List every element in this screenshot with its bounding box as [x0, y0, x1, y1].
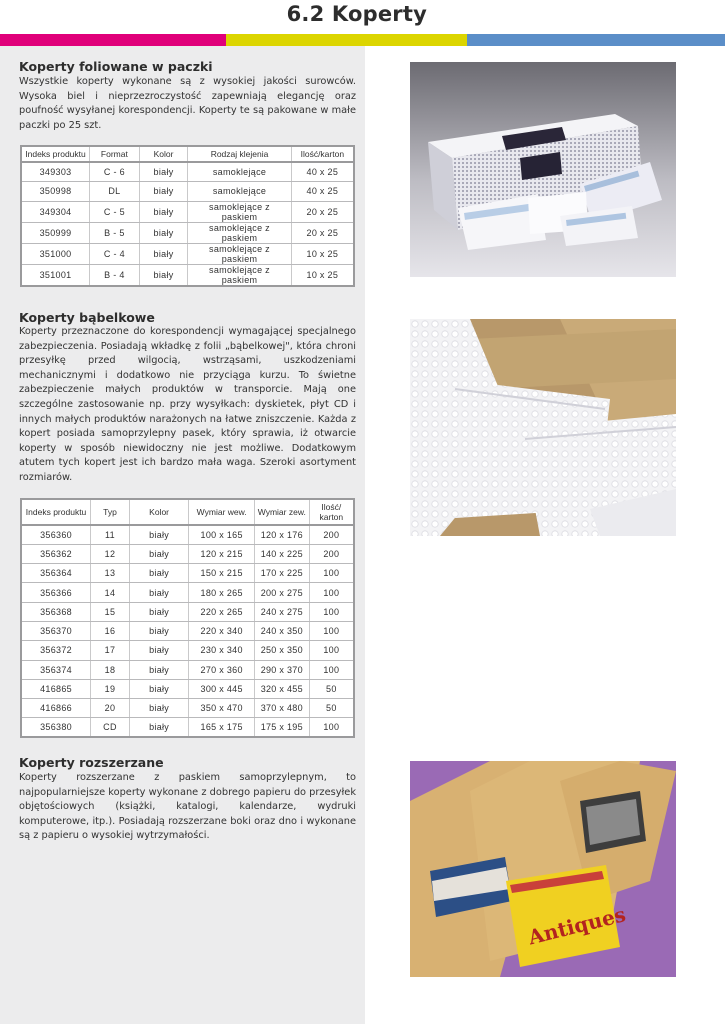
table-cell: 356368 — [21, 602, 91, 621]
table-cell: 356374 — [21, 660, 91, 679]
table-cell: 40 x 25 — [291, 182, 354, 202]
table-cell: 100 — [309, 621, 354, 640]
table-row — [21, 660, 354, 679]
table-cell: 351000 — [21, 243, 90, 264]
table-cell: 200 — [309, 544, 354, 563]
table-row — [21, 222, 354, 243]
table-cell: 350999 — [21, 222, 90, 243]
table-row — [21, 162, 354, 182]
table-cell: 200 x 275 — [254, 583, 309, 602]
table-cell: 100 x 165 — [189, 525, 255, 544]
table-cell: 13 — [91, 564, 130, 583]
table-cell: 300 x 445 — [189, 679, 255, 698]
table-cell: 16 — [91, 621, 130, 640]
table-row — [21, 583, 354, 602]
table-cell: 11 — [91, 525, 130, 544]
table-cell: 18 — [91, 660, 130, 679]
table-cell: 100 — [309, 660, 354, 679]
table-header-cell: Wymiar zew. — [254, 499, 309, 525]
table-cell: 416865 — [21, 679, 91, 698]
table-cell: biały — [129, 718, 189, 737]
table-cell: samoklejące z paskiem — [188, 201, 291, 222]
photo-foil-envelopes-box — [410, 62, 676, 277]
table-cell: biały — [129, 564, 189, 583]
table-cell: biały — [139, 201, 188, 222]
table-cell: 356380 — [21, 718, 91, 737]
table-cell: 351001 — [21, 264, 90, 286]
table-cell: 15 — [91, 602, 130, 621]
table-cell: biały — [129, 525, 189, 544]
table-header-cell: Wymiar wew. — [189, 499, 255, 525]
table-cell: 40 x 25 — [291, 162, 354, 182]
section-text-foil-envelopes: Wszystkie koperty wykonane są z wysokiej jakości surowców. Wysoka biel i nieprzezroczystość zapewniają elegancję oraz poufność wysyłanej korespondencji. Koperty te są pakowane w małe paczki po 25 szt. — [19, 76, 356, 131]
table-cell: biały — [129, 602, 189, 621]
table-cell: 50 — [309, 699, 354, 718]
header-stripe-magenta — [0, 34, 226, 46]
table-cell: samoklejące z paskiem — [188, 222, 291, 243]
table-cell: biały — [129, 660, 189, 679]
table-cell: C - 6 — [90, 162, 140, 182]
header-stripe-yellow — [226, 34, 467, 46]
table-cell: 180 x 265 — [189, 583, 255, 602]
table-cell: 350998 — [21, 182, 90, 202]
section-title-expanding-envelopes: Koperty rozszerzane — [19, 755, 164, 770]
table-cell: 320 x 455 — [254, 679, 309, 698]
table-header-cell: Typ — [91, 499, 130, 525]
table-row — [21, 679, 354, 698]
table-cell: 356364 — [21, 564, 91, 583]
table-cell: 240 x 350 — [254, 621, 309, 640]
table-cell: 20 x 25 — [291, 222, 354, 243]
table-cell: samoklejące — [188, 182, 291, 202]
page-title: 6.2 Koperty — [286, 2, 427, 26]
table-cell: B - 4 — [90, 264, 140, 286]
table-cell: 120 x 215 — [189, 544, 255, 563]
table-cell: biały — [139, 264, 188, 286]
photo-bubble-envelopes — [410, 319, 676, 536]
table-row — [21, 641, 354, 660]
table-header-cell: Kolor — [139, 146, 188, 162]
table-cell: biały — [129, 641, 189, 660]
table-row — [21, 602, 354, 621]
table-cell: 356360 — [21, 525, 91, 544]
table-cell: B - 5 — [90, 222, 140, 243]
table-cell: 250 x 350 — [254, 641, 309, 660]
table-cell: biały — [129, 583, 189, 602]
table-header-row — [21, 146, 354, 162]
table-cell: 20 — [91, 699, 130, 718]
table-cell: 140 x 225 — [254, 544, 309, 563]
table-cell: C - 4 — [90, 243, 140, 264]
table-cell: 220 x 340 — [189, 621, 255, 640]
table-cell: biały — [129, 544, 189, 563]
table-cell: biały — [129, 699, 189, 718]
table-cell: 356370 — [21, 621, 91, 640]
table-cell: CD — [91, 718, 130, 737]
table-row — [21, 544, 354, 563]
table-cell: biały — [139, 162, 188, 182]
table-cell: 100 — [309, 718, 354, 737]
table-cell: 100 — [309, 564, 354, 583]
table-header-cell: Kolor — [129, 499, 189, 525]
table-bubble-envelopes — [20, 498, 355, 738]
photo-expanding-envelopes — [410, 761, 676, 977]
table-cell: 220 x 265 — [189, 602, 255, 621]
table-cell: 17 — [91, 641, 130, 660]
table-row — [21, 182, 354, 202]
table-header-cell: Ilość/karton — [291, 146, 354, 162]
table-cell: 14 — [91, 583, 130, 602]
table-header-row — [21, 499, 354, 525]
table-row — [21, 621, 354, 640]
table-header-cell: Indeks produktu — [21, 499, 91, 525]
table-cell: 349304 — [21, 201, 90, 222]
table-cell: 175 x 195 — [254, 718, 309, 737]
table-cell: 10 x 25 — [291, 243, 354, 264]
table-cell: 19 — [91, 679, 130, 698]
table-header-cell: Format — [90, 146, 140, 162]
table-cell: 350 x 470 — [189, 699, 255, 718]
table-cell: 416866 — [21, 699, 91, 718]
table-cell: samoklejące z paskiem — [188, 243, 291, 264]
table-header-cell: Rodzaj klejenia — [188, 146, 291, 162]
table-cell: 356362 — [21, 544, 91, 563]
table-cell: 165 x 175 — [189, 718, 255, 737]
table-cell: 50 — [309, 679, 354, 698]
photo-book-text: Antiques — [525, 902, 629, 950]
table-cell: 370 x 480 — [254, 699, 309, 718]
table-row — [21, 243, 354, 264]
table-cell: samoklejące — [188, 162, 291, 182]
table-row — [21, 564, 354, 583]
table-cell: 100 — [309, 641, 354, 660]
table-cell: biały — [139, 182, 188, 202]
table-cell: 200 — [309, 525, 354, 544]
table-row — [21, 264, 354, 286]
table-row — [21, 201, 354, 222]
table-cell: 349303 — [21, 162, 90, 182]
table-foil-envelopes — [20, 145, 355, 287]
table-cell: 12 — [91, 544, 130, 563]
table-cell: 120 x 176 — [254, 525, 309, 544]
table-cell: 100 — [309, 583, 354, 602]
table-cell: biały — [139, 222, 188, 243]
table-cell: 270 x 360 — [189, 660, 255, 679]
table-cell: 230 x 340 — [189, 641, 255, 660]
table-row — [21, 525, 354, 544]
table-header-cell: Ilość/ karton — [309, 499, 354, 525]
table-cell: 170 x 225 — [254, 564, 309, 583]
table-header-cell: Indeks produktu — [21, 146, 90, 162]
table-cell: 356372 — [21, 641, 91, 660]
header-stripe-blue — [467, 34, 725, 46]
table-row — [21, 718, 354, 737]
table-cell: 100 — [309, 602, 354, 621]
table-row — [21, 699, 354, 718]
table-cell: 150 x 215 — [189, 564, 255, 583]
table-cell: biały — [139, 243, 188, 264]
section-title-foil-envelopes: Koperty foliowane w paczki — [19, 59, 213, 74]
table-cell: 20 x 25 — [291, 201, 354, 222]
table-cell: biały — [129, 679, 189, 698]
section-text-bubble-envelopes: Koperty przeznaczone do korespondencji wymagającej specjalnego zabezpieczenia. Posiadają wkładkę z folii „bąbelkowej", która chroni przesyłkę przed wilgocią, wstrząsami, uszkodzeniami mechanicznymi i dodatkowo nie przyciąga kurzu. To świetne zabezpieczenie małych produktów w transporcie. Mają one szczególne zastosowanie np. przy wysyłkach: dyskietek, płyt CD i innych małych produktów narażonych na łatwe zniszczenie. Każda z kopert posiada samoprzylepny pasek, który sprawia, iż otwarcie koperty w sposób niewidoczny nie jest możliwe. Dodatkowym atutem tych kopert jest ich bardzo mała waga. Szeroki asortyment rozmiarów. — [19, 326, 356, 483]
section-text-expanding-envelopes: Koperty rozszerzane z paskiem samoprzylepnym, to najpopularniejsze koperty wykonane z dobrego papieru do przesyłek objętościowych (książki, katalogi, kalendarze, wydruki komputerowe, itp.). Posiadają rozszerzane boki oraz dno i wykonane są z papieru o wysokiej wytrzymałości. — [19, 772, 356, 842]
table-cell: 290 x 370 — [254, 660, 309, 679]
table-cell: DL — [90, 182, 140, 202]
table-cell: 10 x 25 — [291, 264, 354, 286]
table-cell: C - 5 — [90, 201, 140, 222]
table-cell: biały — [129, 621, 189, 640]
section-title-bubble-envelopes: Koperty bąbelkowe — [19, 310, 155, 325]
table-cell: samoklejące z paskiem — [188, 264, 291, 286]
table-cell: 356366 — [21, 583, 91, 602]
table-cell: 240 x 275 — [254, 602, 309, 621]
